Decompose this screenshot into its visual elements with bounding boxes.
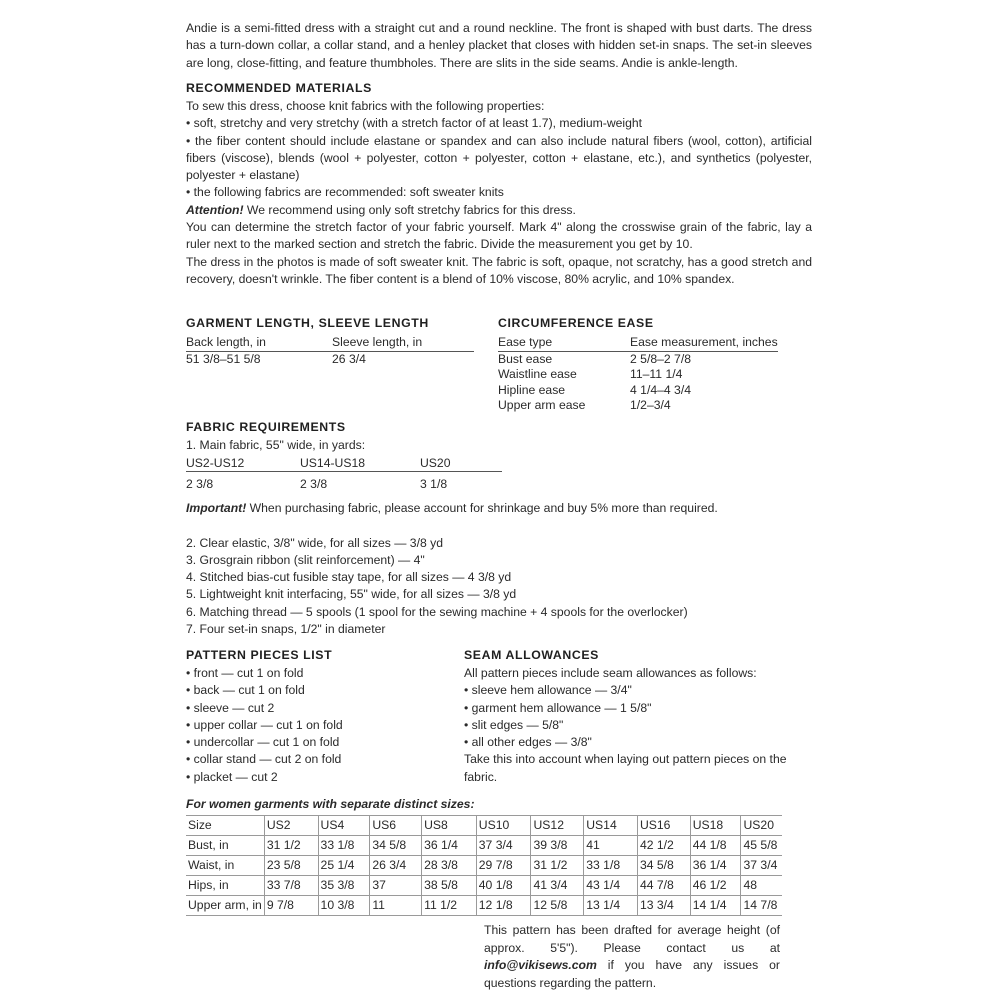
size-header-cell: US16 bbox=[637, 816, 690, 836]
measurement-value: 48 bbox=[741, 876, 782, 896]
list-item: 6. Matching thread — 5 spools (1 spool for the sewing machine + 4 spools for the overlocker) bbox=[186, 604, 688, 619]
table-row bbox=[186, 896, 782, 916]
ease-type: Waistline ease bbox=[498, 367, 577, 381]
garment-length-heading: GARMENT LENGTH, SLEEVE LENGTH bbox=[186, 316, 429, 330]
measurement-value: 11 bbox=[370, 896, 422, 916]
size-header-cell: US14 bbox=[584, 816, 638, 836]
list-item: • sleeve — cut 2 bbox=[186, 700, 275, 715]
fabric-heading: FABRIC REQUIREMENTS bbox=[186, 420, 346, 434]
garment-length-section bbox=[186, 315, 474, 367]
important-label: Important! bbox=[186, 501, 247, 516]
ease-type: Bust ease bbox=[498, 351, 553, 366]
measurement-value: 41 3/4 bbox=[531, 876, 584, 896]
measurement-label: Hips, in bbox=[186, 876, 264, 896]
stretch-text: You can determine the stretch factor of your fabric yourself. Mark 4" along the crosswise grain of the fabric, lay a ruler next to the marked section and stretch the fabric. Divide the measurement you get by 10. bbox=[186, 220, 812, 252]
measurement-value: 29 7/8 bbox=[476, 856, 531, 876]
measurement-value: 41 bbox=[584, 836, 638, 856]
size-header-cell: US6 bbox=[370, 816, 422, 836]
pattern-pieces-heading: PATTERN PIECES LIST bbox=[186, 648, 333, 662]
back-length-value: 51 3/8–51 5/8 bbox=[186, 351, 261, 366]
fabric-size-header: US14-US18 bbox=[300, 455, 420, 472]
measurement-value: 46 1/2 bbox=[690, 876, 741, 896]
fabric-section bbox=[186, 419, 812, 638]
seam-allowances-section bbox=[464, 647, 814, 786]
list-item: • placket — cut 2 bbox=[186, 769, 278, 784]
sleeve-length-header: Sleeve length, in bbox=[332, 335, 474, 351]
size-header-cell: US18 bbox=[690, 816, 741, 836]
sleeve-length-value: 26 3/4 bbox=[332, 351, 366, 366]
photo-text: The dress in the photos is made of soft sweater knit. The fabric is soft, opaque, not scratchy, has a good stretch and recovery, doesn't wrinkle. The fiber content is a blend of 10% viscose, 80% acrylic, and 10% spandex. bbox=[186, 254, 812, 286]
measurement-value: 28 3/8 bbox=[422, 856, 477, 876]
fabric-yardage: 2 3/8 bbox=[186, 477, 214, 492]
measurement-value: 14 7/8 bbox=[741, 896, 782, 916]
fabric-size-header: US20 bbox=[420, 455, 502, 472]
measurement-label: Upper arm, in bbox=[186, 896, 264, 916]
measurement-value: 40 1/8 bbox=[476, 876, 531, 896]
size-header-cell: US20 bbox=[741, 816, 782, 836]
ease-section bbox=[498, 315, 778, 414]
materials-section bbox=[186, 80, 812, 288]
ease-heading: CIRCUMFERENCE EASE bbox=[498, 316, 654, 330]
fabric-items-list bbox=[186, 535, 812, 639]
fabric-yardage: 3 1/8 bbox=[420, 477, 448, 492]
attention-note bbox=[186, 202, 812, 219]
measurement-value: 26 3/4 bbox=[370, 856, 422, 876]
measurement-value: 44 1/8 bbox=[690, 836, 741, 856]
table-row bbox=[498, 351, 778, 367]
measurement-value: 31 1/2 bbox=[264, 836, 318, 856]
list-item: • front — cut 1 on fold bbox=[186, 666, 304, 680]
measurement-value: 34 5/8 bbox=[370, 836, 422, 856]
materials-heading: RECOMMENDED MATERIALS bbox=[186, 81, 372, 95]
materials-line: • the fiber content should include elastane or spandex and can also include natural fibers (wool, cotton), artificial fibers (viscose), blends (wool + polyester, cotton + polyester, cotton + elastane, etc.), and synthetics (polyester, polyester + elastane) bbox=[186, 133, 812, 183]
ease-value: 4 1/4–4 3/4 bbox=[630, 382, 691, 397]
measurement-value: 36 1/4 bbox=[690, 856, 741, 876]
list-item: • undercollar — cut 1 on fold bbox=[186, 735, 340, 750]
footer-note bbox=[484, 922, 780, 992]
size-chart-section bbox=[186, 796, 782, 916]
measurement-value: 36 1/4 bbox=[422, 836, 477, 856]
materials-line: To sew this dress, choose knit fabrics with the following properties: bbox=[186, 99, 545, 113]
measurement-value: 31 1/2 bbox=[531, 856, 584, 876]
materials-line: • soft, stretchy and very stretchy (with a stretch factor of at least 1.7), medium-weight bbox=[186, 116, 643, 131]
measurement-value: 38 5/8 bbox=[422, 876, 477, 896]
attention-text: We recommend using only soft stretchy fabrics for this dress. bbox=[243, 202, 576, 217]
size-header-cell: US4 bbox=[318, 816, 370, 836]
main-fabric-label: 1. Main fabric, 55" wide, in yards: bbox=[186, 438, 366, 452]
important-note bbox=[186, 500, 812, 517]
measurement-label: Bust, in bbox=[186, 836, 264, 856]
materials-line: • the following fabrics are recommended: soft sweater knits bbox=[186, 185, 504, 200]
measurement-value: 10 3/8 bbox=[318, 896, 370, 916]
list-item: 5. Lightweight knit interfacing, 55" wide, for all sizes — 3/8 yd bbox=[186, 587, 517, 602]
table-row bbox=[498, 398, 778, 414]
table-row bbox=[186, 836, 782, 856]
size-header-cell: US8 bbox=[422, 816, 477, 836]
size-header-cell: US10 bbox=[476, 816, 531, 836]
list-item: • sleeve hem allowance — 3/4" bbox=[464, 683, 632, 698]
measurement-value: 9 7/8 bbox=[264, 896, 318, 916]
size-header-row bbox=[186, 816, 782, 836]
measurement-value: 34 5/8 bbox=[637, 856, 690, 876]
ease-type: Upper arm ease bbox=[498, 398, 586, 412]
ease-value: 1/2–3/4 bbox=[630, 398, 671, 412]
list-item: • slit edges — 5/8" bbox=[464, 717, 564, 732]
list-item: 3. Grosgrain ribbon (slit reinforcement) — 4" bbox=[186, 552, 425, 567]
pattern-pieces-section bbox=[186, 647, 456, 786]
list-item: 2. Clear elastic, 3/8" wide, for all sizes — 3/8 yd bbox=[186, 535, 443, 550]
garment-length-table bbox=[186, 335, 474, 367]
measurement-value: 33 7/8 bbox=[264, 876, 318, 896]
measurement-value: 39 3/8 bbox=[531, 836, 584, 856]
fabric-table bbox=[186, 455, 502, 493]
measurement-value: 12 1/8 bbox=[476, 896, 531, 916]
measurement-value: 43 1/4 bbox=[584, 876, 638, 896]
measurement-value: 11 1/2 bbox=[422, 896, 477, 916]
footer-text: if you have any issues or questions regarding the pattern. bbox=[484, 958, 780, 990]
measurement-value: 25 1/4 bbox=[318, 856, 370, 876]
measurement-value: 12 5/8 bbox=[531, 896, 584, 916]
size-chart-table bbox=[186, 815, 782, 916]
list-item: • collar stand — cut 2 on fold bbox=[186, 752, 342, 767]
size-header-cell: US12 bbox=[531, 816, 584, 836]
intro-paragraph: Andie is a semi-fitted dress with a straight cut and a round neckline. The front is shaped with bust darts. The dress has a turn-down collar, a collar stand, and a henley placket that closes with hidden set-in snaps. The set-in sleeves are long, close-fitting, and feature thumbholes. There are slits in the side seams. Andie is ankle-length. bbox=[186, 21, 812, 70]
table-row bbox=[186, 876, 782, 896]
table-row bbox=[498, 383, 778, 399]
list-item: 4. Stitched bias-cut fusible stay tape, for all sizes — 4 3/8 yd bbox=[186, 570, 512, 585]
measurement-value: 35 3/8 bbox=[318, 876, 370, 896]
back-length-header: Back length, in bbox=[186, 335, 332, 351]
measurement-value: 44 7/8 bbox=[637, 876, 690, 896]
ease-measurement-header: Ease measurement, inches bbox=[630, 335, 778, 349]
size-chart-caption: For women garments with separate distinct sizes: bbox=[186, 797, 475, 811]
list-item: • all other edges — 3/8" bbox=[464, 735, 592, 750]
measurement-value: 33 1/8 bbox=[318, 836, 370, 856]
measurement-value: 37 3/4 bbox=[741, 856, 782, 876]
ease-type-header: Ease type bbox=[498, 335, 630, 351]
list-item: 7. Four set-in snaps, 1/2" in diameter bbox=[186, 622, 386, 637]
measurement-label: Waist, in bbox=[186, 856, 264, 876]
size-header-cell: US2 bbox=[264, 816, 318, 836]
list-item: • back — cut 1 on fold bbox=[186, 683, 305, 698]
measurement-value: 45 5/8 bbox=[741, 836, 782, 856]
ease-value: 2 5/8–2 7/8 bbox=[630, 351, 691, 366]
measurement-value: 13 3/4 bbox=[637, 896, 690, 916]
table-row bbox=[498, 367, 778, 383]
measurement-value: 37 3/4 bbox=[476, 836, 531, 856]
seam-allowances-heading: SEAM ALLOWANCES bbox=[464, 648, 599, 662]
measurement-value: 14 1/4 bbox=[690, 896, 741, 916]
seam-intro: All pattern pieces include seam allowances as follows: bbox=[464, 666, 757, 680]
fabric-size-header: US2-US12 bbox=[186, 455, 300, 472]
ease-type: Hipline ease bbox=[498, 382, 566, 397]
measurement-value: 42 1/2 bbox=[637, 836, 690, 856]
ease-value: 11–11 1/4 bbox=[630, 367, 683, 381]
seam-outro: Take this into account when laying out pattern pieces on the fabric. bbox=[464, 752, 787, 784]
list-item: • upper collar — cut 1 on fold bbox=[186, 717, 343, 732]
table-row bbox=[186, 856, 782, 876]
measurement-value: 37 bbox=[370, 876, 422, 896]
fabric-yardage: 2 3/8 bbox=[300, 477, 328, 492]
attention-label: Attention! bbox=[186, 202, 244, 217]
ease-table bbox=[498, 335, 778, 414]
measurement-value: 33 1/8 bbox=[584, 856, 638, 876]
list-item: • garment hem allowance — 1 5/8" bbox=[464, 700, 652, 715]
footer-text: This pattern has been drafted for average height (of approx. 5'5"). Please contact us at bbox=[484, 923, 780, 955]
size-header-cell: Size bbox=[186, 816, 264, 836]
measurement-value: 13 1/4 bbox=[584, 896, 638, 916]
contact-email-link[interactable]: info@vikisews.com bbox=[484, 958, 597, 972]
measurement-value: 23 5/8 bbox=[264, 856, 318, 876]
important-text: When purchasing fabric, please account for shrinkage and buy 5% more than required. bbox=[246, 501, 718, 516]
